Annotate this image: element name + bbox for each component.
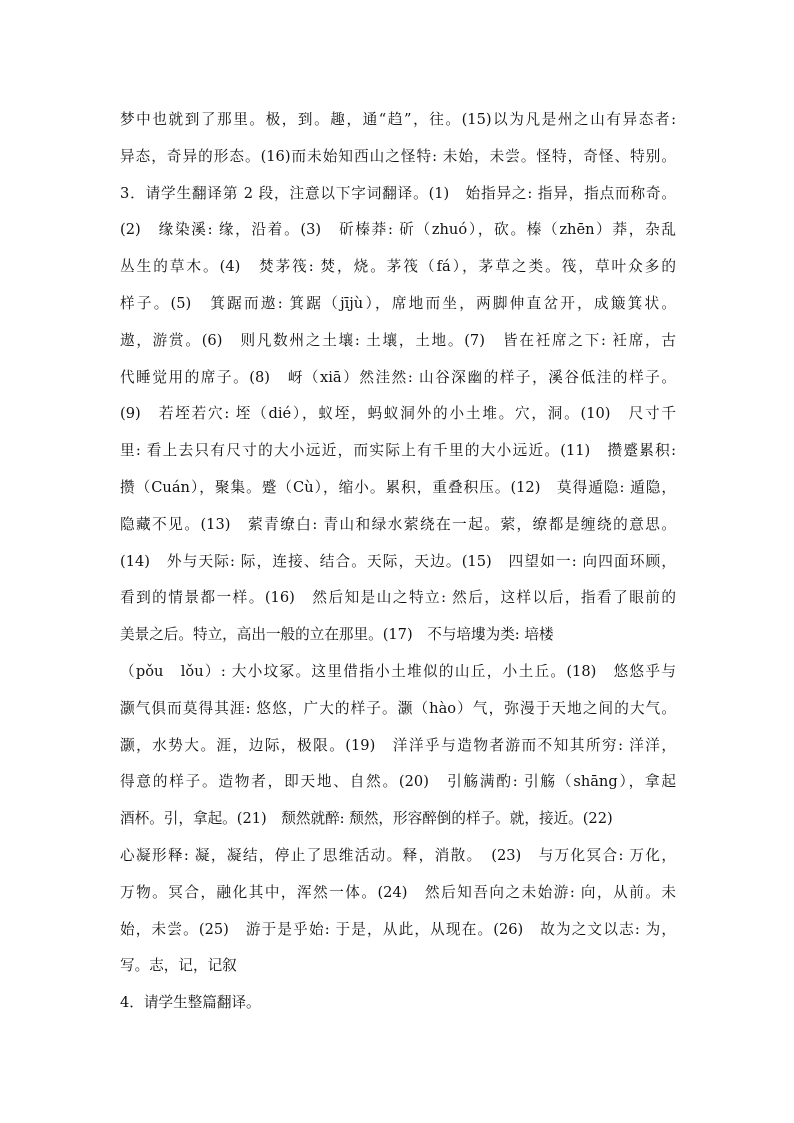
text-line: （pǒu lǒu）: 大小坟冢。这里借指小土堆似的山丘，小土丘。(18) 悠悠乎与 [120,662,676,680]
text-line: 遨，游赏。(6) 则凡数州之土壤: 土壤，土地。(7) 皆在衽席之下: 衽席，古 [120,331,676,349]
text-line: 万物。冥合，融化其中，浑然一体。(24) 然后知吾向之未始游: 向，从前。未 [120,883,676,901]
text-line: (14) 外与天际: 际，连接、结合。天际，天边。(15) 四望如一: 向四面环顾， [120,552,676,570]
text-line: 酒杯。引，拿起。(21) 颓然就醉: 颓然，形容醉倒的样子。就，接近。(22) [120,810,613,828]
text-line: 心凝形释: 凝，凝结，停止了思维活动。释，消散。 (23) 与万化冥合: 万化， [120,846,676,864]
text-line: 灏，水势大。涯，边际，极限。(19) 洋洋乎与造物者游而不知其所穷: 洋洋， [120,736,676,754]
text-line: 得意的样子。造物者，即天地、自然。(20) 引觞满酌: 引觞（shāng），拿起 [120,773,676,791]
text-line: 里: 看上去只有尺寸的大小远近，而实际上有千里的大小远近。(11) 攒蹙累积: [120,442,676,460]
text-line: 美景之后。特立，高出一般的立在那里。(17) 不与培塿为类: 培楼 [120,626,554,644]
text-line: 代睡觉用的席子。(8) 岈（xiā）然洼然: 山谷深幽的样子，溪谷低洼的样子。 [120,368,676,386]
text-line: 3．请学生翻译第 2 段，注意以下字词翻译。(1) 始指异之: 指异，指点而称奇。 [120,184,676,202]
text-line: 梦中也就到了那里。极，到。趣，通“趋”，往。(15)以为凡是州之山有异态者: [120,111,676,128]
text-line: 看到的情景都一样。(16) 然后知是山之特立: 然后，这样以后，指看了眼前的 [120,589,676,607]
text-line: (2) 缘染溪: 缘，沿着。(3) 斫榛莽: 斫（zhuó），砍。榛（zhēn）莽，杂乱 [120,221,676,239]
text-line: (9) 若垤若穴: 垤（dié），蚁垤，蚂蚁洞外的小土堆。穴，洞。(10) 尺寸千 [120,405,676,423]
text-line: 写。志，记，记叙 [120,957,237,975]
text-line: 样子。(5) 箕踞而遨: 箕踞（jījù），席地而坐，两脚伸直岔开，成簸箕状。 [120,294,676,312]
text-line: 隐藏不见。(13) 萦青缭白: 青山和绿水萦绕在一起。萦，缭都是缠绕的意思。 [120,515,676,533]
text-line: 灏气俱而莫得其涯: 悠悠，广大的样子。灏（hào）气，弥漫于天地之间的大气。 [120,699,676,717]
text-line: 攒（Cuán），聚集。蹙（Cù），缩小。累积，重叠积压。(12) 莫得遁隐: 遁隐， [120,478,676,496]
text-line: 丛生的草木。(4) 焚茅筏: 焚，烧。茅筏（fá），茅草之类。筏，草叶众多的 [120,258,676,276]
text-body [120,102,676,1022]
text-line: 异态，奇异的形态。(16)而未始知西山之怪特: 未始，未尝。怪特，奇怪、特别。 [120,147,676,165]
text-line: 始，未尝。(25) 游于是乎始: 于是，从此，从现在。(26) 故为之文以志: 为， [120,920,676,938]
text-line: 4．请学生整篇翻译。 [120,994,261,1012]
